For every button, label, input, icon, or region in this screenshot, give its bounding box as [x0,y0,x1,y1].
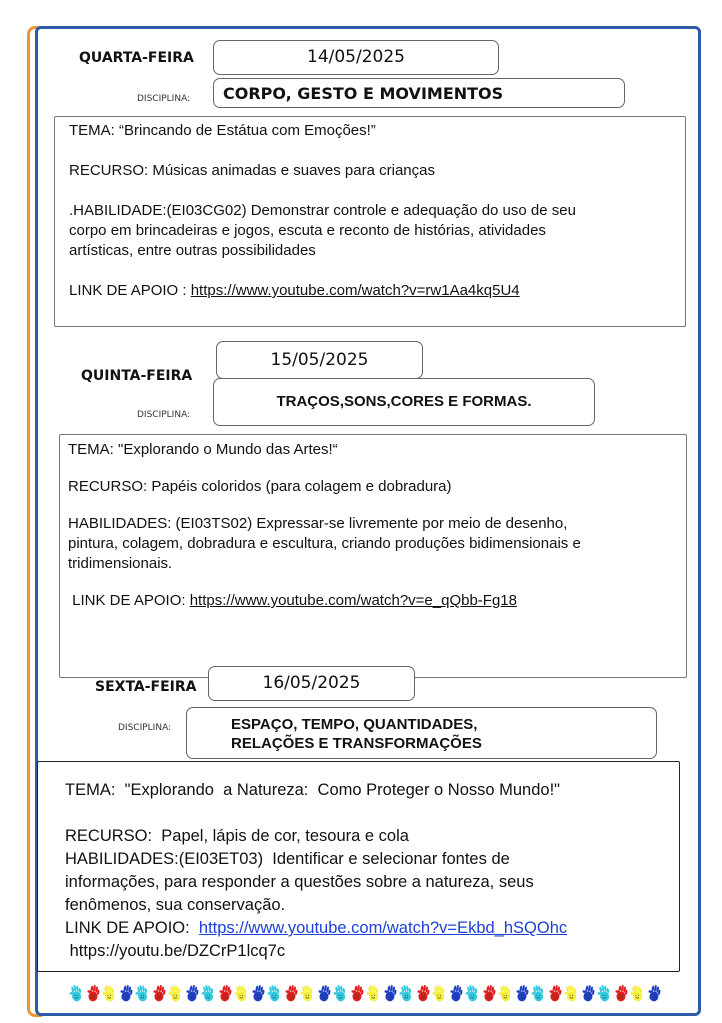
support-link-thursday[interactable]: https://www.youtube.com/watch?v=e_qQbb-Fg18 [189,592,517,609]
hand-icon [365,985,382,1003]
hand-icon [646,985,663,1003]
support-link-friday[interactable]: https://www.youtube.com/watch?v=Ekbd_hSQOhc [198,919,568,937]
habilidade-line-1-thursday: HABILIDADES: (EI03TS02) Expressar-se livremente por meio de desenho, [68,515,568,532]
support-link-wednesday[interactable]: https://www.youtube.com/watch?v=rw1Aa4kq5U4 [190,282,520,299]
hand-icon [332,985,349,1003]
hand-icon [514,985,531,1003]
hand-icon [497,985,514,1003]
discipline-label-thursday: DISCIPLINA: [137,410,191,420]
day-label-wednesday: QUARTA-FEIRA [79,50,194,66]
hand-icon [530,985,547,1003]
habilidade-line-3-wednesday: artísticas, entre outras possibilidades [69,242,316,259]
recurso-friday: RECURSO: Papel, lápis de cor, tesoura e cola [65,827,409,845]
lesson-box-friday [37,761,680,972]
hand-icon [316,985,333,1003]
hand-icon [283,985,300,1003]
habilidade-line-3-friday: fenômenos, sua conservação. [65,896,286,914]
hand-icon [299,985,316,1003]
discipline-line-1-friday: ESPAÇO, TEMPO, QUANTIDADES, [231,716,478,733]
habilidade-line-2-thursday: pintura, colagem, dobradura e escultura, criando produções bidimensionais e [68,535,581,552]
discipline-field-friday [186,707,657,759]
hand-icon [250,985,267,1003]
habilidade-line-2-friday: informações, para responder a questões sobre a natureza, seus [65,873,534,891]
date-field-wednesday: 14/05/2025 [213,40,499,75]
discipline-line-2-friday: RELAÇÕES E TRANSFORMAÇÕES [231,735,482,752]
lesson-box-thursday [59,434,687,678]
hand-icon [85,985,102,1003]
tema-wednesday: TEMA: “Brincando de Estátua com Emoções!” [69,122,376,139]
tema-friday: TEMA: "Explorando a Natureza: Como Proteger o Nosso Mundo!" [65,781,561,799]
hand-icon [629,985,646,1003]
hand-icon [101,985,118,1003]
hand-icon [200,985,217,1003]
date-field-friday: 16/05/2025 [208,666,415,701]
hand-icon [382,985,399,1003]
hand-icon [118,985,135,1003]
hand-icon [448,985,465,1003]
hand-icon [415,985,432,1003]
hand-icon [167,985,184,1003]
habilidade-line-3-thursday: tridimensionais. [68,555,173,572]
link-label-thursday: LINK DE APOIO: [68,592,190,609]
hand-icon [563,985,580,1003]
extra-link-friday[interactable]: https://youtu.be/DZCrP1lcq7c [65,942,286,960]
day-label-friday: SEXTA-FEIRA [95,679,197,695]
discipline-label-wednesday: DISCIPLINA: [137,94,191,104]
hand-icon [217,985,234,1003]
date-field-thursday: 15/05/2025 [216,341,423,379]
habilidade-line-1-wednesday: .HABILIDADE:(EI03CG02) Demonstrar controle e adequação do uso de seu [69,202,576,219]
hand-icon [184,985,201,1003]
recurso-thursday: RECURSO: Papéis coloridos (para colagem e dobradura) [68,478,452,495]
lesson-box-wednesday [54,116,686,327]
hand-icon [431,985,448,1003]
hand-icon [596,985,613,1003]
hand-icon [134,985,151,1003]
hand-icon [233,985,250,1003]
hand-icon [398,985,415,1003]
habilidade-line-1-friday: HABILIDADES:(EI03ET03) Identificar e selecionar fontes de [65,850,510,868]
discipline-field-wednesday: CORPO, GESTO E MOVIMENTOS [213,78,625,108]
hand-icon [613,985,630,1003]
day-label-thursday: QUINTA-FEIRA [81,368,193,384]
hand-icon [151,985,168,1003]
hand-icon [266,985,283,1003]
link-label-friday: LINK DE APOIO: [65,919,199,937]
link-label-wednesday: LINK DE APOIO : [69,282,191,299]
hands-decorative-border [68,985,662,1003]
hand-icon [349,985,366,1003]
hand-icon [580,985,597,1003]
habilidade-line-2-wednesday: corpo em brincadeiras e jogos, escuta e reconto de histórias, atividades [69,222,546,239]
hand-icon [68,985,85,1003]
discipline-field-thursday: TRAÇOS,SONS,CORES E FORMAS. [213,378,595,426]
recurso-wednesday: RECURSO: Músicas animadas e suaves para crianças [69,162,435,179]
hand-icon [481,985,498,1003]
discipline-label-friday: DISCIPLINA: [118,723,172,733]
hand-icon [464,985,481,1003]
tema-thursday: TEMA: "Explorando o Mundo das Artes!“ [68,441,338,458]
hand-icon [547,985,564,1003]
